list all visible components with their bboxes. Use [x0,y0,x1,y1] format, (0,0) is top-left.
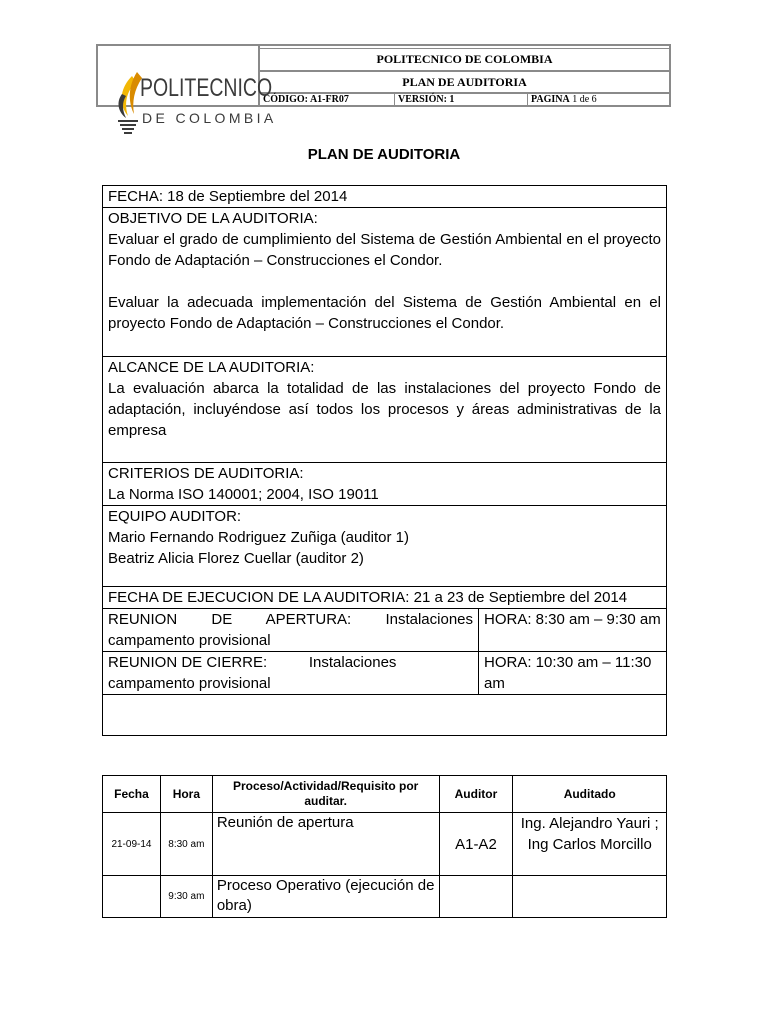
logo-word: POLITECNICO [140,74,273,102]
col-auditado: Auditado [513,776,667,813]
schedule-table [102,775,667,918]
table-row [103,876,667,918]
objetivo-text-1: Evaluar el grado de cumplimiento del Sistema de Gestión Ambiental en el proyecto Fondo de Adaptación – Construcciones el Condor. [108,231,661,269]
cell-proceso: Reunión de apertura [212,813,439,876]
criterios-label: CRITERIOS DE AUDITORIA: [108,465,304,482]
equipo-section [103,506,666,587]
cell-hora: 9:30 am [160,876,212,918]
cell-auditor: A1-A2 [439,813,513,876]
page-title: PLAN DE AUDITORIA [307,146,461,163]
auditor-2: Beatriz Alicia Florez Cuellar (auditor 2) [108,550,364,567]
objetivo-text-2: Evaluar la adecuada implementación del Sistema de Gestión Ambiental en el proyecto Fondo de Adaptación – Construcciones el Condor. [108,294,661,332]
objetivo-section [103,208,666,357]
header-doc-title: PLAN DE AUDITORIA [260,71,669,93]
header-rows [260,46,669,105]
cierre-time: HORA: 10:30 am – 11:30 am [484,654,652,692]
cell-hora: 8:30 am [160,813,212,876]
apertura-time: HORA: 8:30 am – 9:30 am [484,611,661,628]
col-hora: Hora [160,776,212,813]
cierre-place: REUNION DE CIERRE: Instalaciones campamento provisional [103,652,479,694]
criterios-section [103,463,666,506]
header-org: POLITECNICO DE COLOMBIA [260,48,669,71]
fecha-row: FECHA: 18 de Septiembre del 2014 [103,186,666,208]
cell-fecha: 21-09-14 [103,813,161,876]
auditor-1: Mario Fernando Rodriguez Zuñiga (auditor 1) [108,529,409,546]
objetivo-label: OBJETIVO DE LA AUDITORIA: [108,210,318,227]
apertura-row [103,609,666,652]
cierre-row [103,652,666,695]
ejecucion-row: FECHA DE EJECUCION DE LA AUDITORIA: 21 a 23 de Septiembre del 2014 [103,587,666,609]
alcance-label: ALCANCE DE LA AUDITORIA: [108,359,315,376]
col-proceso: Proceso/Actividad/Requisito por auditar. [212,776,439,813]
cell-auditado: Ing. Alejandro Yauri ; Ing Carlos Morcillo [513,813,667,876]
header-meta-row [260,93,669,106]
table-row [103,813,667,876]
col-fecha: Fecha [103,776,161,813]
apertura-place: REUNION DE APERTURA: Instalaciones campamento provisional [103,609,479,651]
col-auditor: Auditor [439,776,513,813]
alcance-text: La evaluación abarca la totalidad de las instalaciones del proyecto Fondo de adaptación, incluyéndose así todos los procesos y áreas administrativas de la empresa [108,380,661,439]
cell-auditado [513,876,667,918]
header-page: PAGINA 1 de 6 [531,94,597,105]
criterios-text: La Norma ISO 140001; 2004, ISO 19011 [108,486,379,503]
empty-row [103,695,666,735]
alcance-section [103,357,666,463]
schedule-header-row [103,776,667,813]
audit-info-table [102,185,667,736]
header-version: VERSIÓN: 1 [395,94,528,106]
cell-fecha [103,876,161,918]
logo-subtitle: DE COLOMBIA [142,110,277,126]
cell-proceso: Proceso Operativo (ejecución de obra) [212,876,439,918]
header-code: CÓDIGO: A1-FR07 [260,94,395,106]
cell-auditor [439,876,513,918]
equipo-label: EQUIPO AUDITOR: [108,508,242,525]
